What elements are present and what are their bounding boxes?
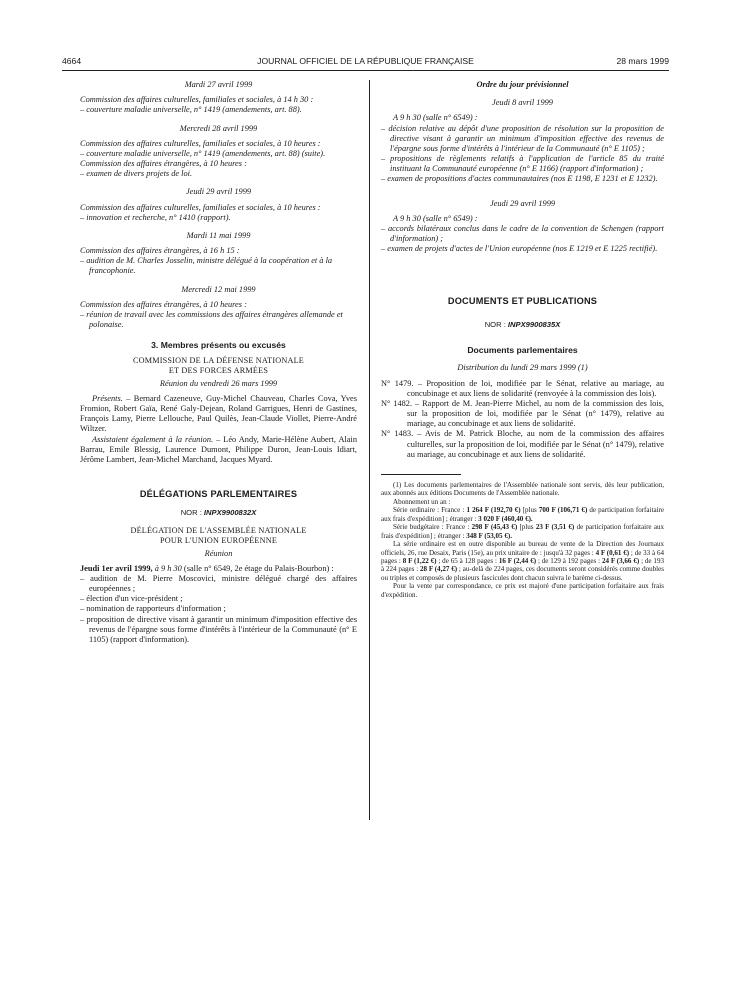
presents-text: – Bernard Cazeneuve, Guy-Michel Chauveau, Charles Cova, Yves Fromion, Robert Gaïa, René Galy-Dejean, Roland Garrigues, Henri de Gastines, François Lamy, Pierre Lellouche, Paul Quilès, Jean-Claude Viollet, Pierre-André Wiltzer.: [80, 393, 357, 434]
presents-paragraph: [80, 394, 357, 435]
agenda-item-1: – audition de M. Pierre Moscovici, ministre délégué chargé des affaires européennes ;: [80, 573, 357, 594]
agenda-item-4: – proposition de directive visant à garantir un minimum d'imposition effective des revenus de l'épargne sous forme d'intérêts à l'intérieur de la Communauté (n° E 1105) (rapport d'information).: [80, 614, 357, 644]
assistants-paragraph: [80, 435, 357, 466]
s5-date: Mercredi 12 mai 1999: [181, 284, 256, 294]
delegations-title: DÉLÉGATIONS PARLEMENTAIRES: [139, 489, 298, 500]
s4-line2: – audition de M. Charles Josselin, ministre délégué à la coopération et à la francophonie.: [80, 256, 333, 276]
r1-line3: – examen de propositions d'actes communautaires (nos E 1198, E 1231 et E 1232).: [381, 174, 658, 184]
header-rule: [62, 70, 669, 71]
s5-line1: Commission des affaires étrangères, à 10 heures :: [80, 299, 247, 309]
document-1482: N° 1482. – Rapport de M. Jean-Pierre Michel, au nom de la commission des lois, sur la proposition de loi, modifiée par le Sénat (n° 1479), relative au mariage, au concubinage et aux liens de solidarité.: [381, 398, 664, 429]
presents-label: Présents.: [92, 393, 123, 403]
fn-v-3: ; de 33 à 64 pages :: [381, 548, 664, 565]
s3-line2: – innovation et recherche, n° 1410 (rapport).: [80, 212, 231, 222]
column-separator: [369, 80, 370, 820]
fn-so-6: 3 020 F (460,40 €).: [478, 514, 533, 523]
s4-date: Mardi 11 mai 1999: [186, 230, 251, 240]
documents-nor: [381, 320, 664, 329]
s3-date: Jeudi 29 avril 1999: [185, 187, 252, 197]
footnote-correspondance: Pour la vente par correspondance, ce prix est majoré d'une participation forfaitaire aux frais d'expédition.: [381, 582, 664, 599]
fn-v-1: La série ordinaire est en outre disponible au bureau de vente de la Direction des Journaux officiels, 26, rue Desaix, Paris (15e), au prix unitaire de : jusqu'à 32 pages :: [381, 540, 664, 557]
r1-date: Jeudi 8 avril 1999: [492, 98, 553, 108]
s1-date: Mardi 27 avril 1999: [184, 80, 253, 89]
r2-date: Jeudi 29 avril 1999: [489, 198, 556, 208]
fn-v-6: 16 F (2,44 €): [498, 556, 537, 565]
jeudi-rest: (salle n° 6549, 2e étage du Palais-Bourbon) :: [181, 563, 334, 573]
nor-label: NOR :: [484, 319, 508, 329]
issue-date: 28 mars 1999: [616, 56, 669, 66]
fn-sb-2: 298 F (45,43 €): [471, 523, 518, 532]
s2-line1: Commission des affaires culturelles, familiales et sociales, à 10 heures :: [80, 138, 321, 148]
document-1479: N° 1479. – Proposition de loi, modifiée par le Sénat, relative au mariage, au concubinage et aux liens de solidarité (renvoyée à la commission des lois).: [381, 378, 664, 398]
fn-v-7: ; de 129 à 192 pages :: [536, 556, 602, 565]
document-1483: N° 1483. – Avis de M. Patrick Bloche, au nom de la commission des affaires culturelles, sur la proposition de loi, modifiée par le Sénat (n° 1479), relative au mariage, au concubinage et aux liens de solidarité.: [381, 429, 664, 459]
fn-so-4: 700 F (106,71 €): [538, 506, 588, 515]
footnote: [381, 481, 664, 599]
fn-v-4: 8 F (1,22 €): [402, 556, 437, 565]
footnote-rule: [381, 474, 461, 475]
fn-so-3: [plus: [520, 506, 539, 515]
documents-parlementaires-title: Documents parlementaires: [467, 344, 578, 355]
jeudi-bold: Jeudi 1er avril 1999,: [80, 563, 153, 573]
jeudi-paragraph: [80, 564, 357, 574]
page-number: 4664: [62, 56, 82, 66]
fn-sb-1: Série budgétaire : France :: [393, 523, 472, 532]
r1-line2: – propositions de règlements relatifs à l'application de l'article 85 du traité instituant la Communauté européenne (n° E 1166) (rapport d'information) ;: [381, 154, 664, 174]
r1-line1: – décision relative au dépôt d'une proposition de résolution sur la proposition de directive visant à garantir un minimum d'imposition effective des revenus de l'épargne sous forme d'intérêts à l'intérieur de la Communauté (n° E 1105) ;: [381, 123, 664, 153]
commission-defense-line1: COMMISSION DE LA DÉFENSE NATIONALE: [132, 355, 304, 365]
agenda-item-3: – nomination de rapporteurs d'information ;: [80, 604, 226, 614]
fn-v-10: 28 F (4,27 €): [419, 565, 458, 574]
fn-v-11: ; au-delà de 224 pages, ces documents seront considérés comme doubles ou triples et composés de plusieurs fascicules dont chacun suivra le barème ci-dessus.: [381, 565, 664, 582]
footnote-vente: [381, 540, 664, 582]
commission-defense-line2: ET DES FORCES ARMÉES: [168, 365, 269, 375]
journal-title: JOURNAL OFFICIEL DE LA RÉPUBLIQUE FRANÇAISE: [257, 56, 474, 66]
jeudi-time: à 9 h 30: [152, 563, 182, 573]
s2-line2: – couverture maladie universelle, n° 1419 (amendements, art. 88) (suite).: [80, 148, 326, 158]
nor-value: INPX9900835X: [507, 319, 561, 329]
section-3-title: 3. Membres présents ou excusés: [151, 340, 286, 351]
delegations-nor: [80, 508, 357, 517]
fn-sb-4: 23 F (3,51 €): [535, 523, 575, 532]
s5-line2: – réunion de travail avec les commissions des affaires étrangères allemande et polonaise.: [80, 309, 343, 330]
r2-line1: – accords bilatéraux conclus dans le cadre de la convention de Schengen (rapport d'information) ;: [381, 223, 664, 244]
fn-v-5: ; de 65 à 128 pages :: [436, 556, 499, 565]
fn-so-1: Série ordinaire : France :: [393, 506, 467, 515]
distribution-date: Distribution du lundi 29 mars 1999 (1): [457, 363, 588, 373]
footnote-serie-ordinaire: [381, 506, 664, 523]
assistants-label: Assistaient également à la réunion.: [92, 434, 214, 444]
s2-line4: – examen de divers projets de loi.: [80, 169, 193, 179]
fn-sb-3: [plus: [517, 523, 536, 532]
s1-line2: – couverture maladie universelle, n° 1419 (amendements, art. 88).: [80, 105, 302, 115]
s4-line1: Commission des affaires étrangères, à 16 h 15 :: [80, 246, 240, 256]
nor-label: NOR :: [180, 508, 204, 518]
s3-line1: Commission des affaires culturelles, familiales et sociales, à 10 heures :: [80, 202, 321, 212]
agenda-item-2: – élection d'un vice-président ;: [80, 594, 183, 604]
delegation-an-line1: DÉLÉGATION DE L'ASSEMBLÉE NATIONALE: [130, 525, 307, 535]
s1-line1: Commission des affaires culturelles, familiales et sociales, à 14 h 30 :: [80, 95, 314, 105]
fn-so-2: 1 264 F (192,70 €): [466, 506, 521, 515]
fn-sb-6: 348 F (53,05 €).: [466, 531, 512, 540]
r1-time: A 9 h 30 (salle n° 6549) :: [393, 113, 478, 123]
ordre-title: Ordre du jour prévisionnel: [476, 80, 569, 89]
fn-v-9: ; de 193 à 224 pages :: [381, 556, 664, 574]
commission-defense-reunion: Réunion du vendredi 26 mars 1999: [159, 378, 278, 388]
delegation-an-line2: POUR L'UNION EUROPÉENNE: [159, 535, 278, 545]
r2-time: A 9 h 30 (salle n° 6549) :: [393, 213, 478, 223]
s2-date: Mercredi 28 avril 1999: [179, 123, 258, 133]
footnote-1: (1) Les documents parlementaires de l'Assemblée nationale sont servis, dès leur publication, aux abonnés aux éditions Documents de l'Assemblée nationale.: [381, 480, 664, 498]
fn-sb-5: de participation forfaitaire aux frais d'expédition] ; étranger :: [381, 523, 664, 540]
left-column: [80, 80, 357, 645]
r2-line2: – examen de projets d'actes de l'Union européenne (nos E 1219 et E 1225 rectifié).: [381, 244, 658, 254]
fn-v-8: 24 F (3,66 €): [601, 556, 640, 565]
s2-line3: Commission des affaires étrangères, à 10 heures :: [80, 159, 247, 169]
nor-value: INPX9900832X: [203, 508, 257, 518]
right-column: [381, 80, 664, 599]
footnote-serie-budgetaire: [381, 523, 664, 540]
page-header: [62, 56, 669, 70]
footnote-abonnement: Abonnement un an :: [393, 497, 451, 506]
fn-so-5: de participation forfaitaire aux frais d'expédition] ; étranger :: [381, 506, 665, 523]
fn-v-2: 4 F (0,61 €): [595, 548, 630, 557]
delegation-reunion: Réunion: [204, 548, 233, 558]
assistants-text: – Léo Andy, Marie-Hélène Aubert, Alain Barrau, Emile Blessig, Laurence Dumont, Philippe Duron, Jean-Louis Idiart, Jérôme Lambert, Jean-Michel Marchand, Jacques Myard.: [80, 434, 357, 464]
documents-title: DOCUMENTS ET PUBLICATIONS: [447, 296, 598, 307]
